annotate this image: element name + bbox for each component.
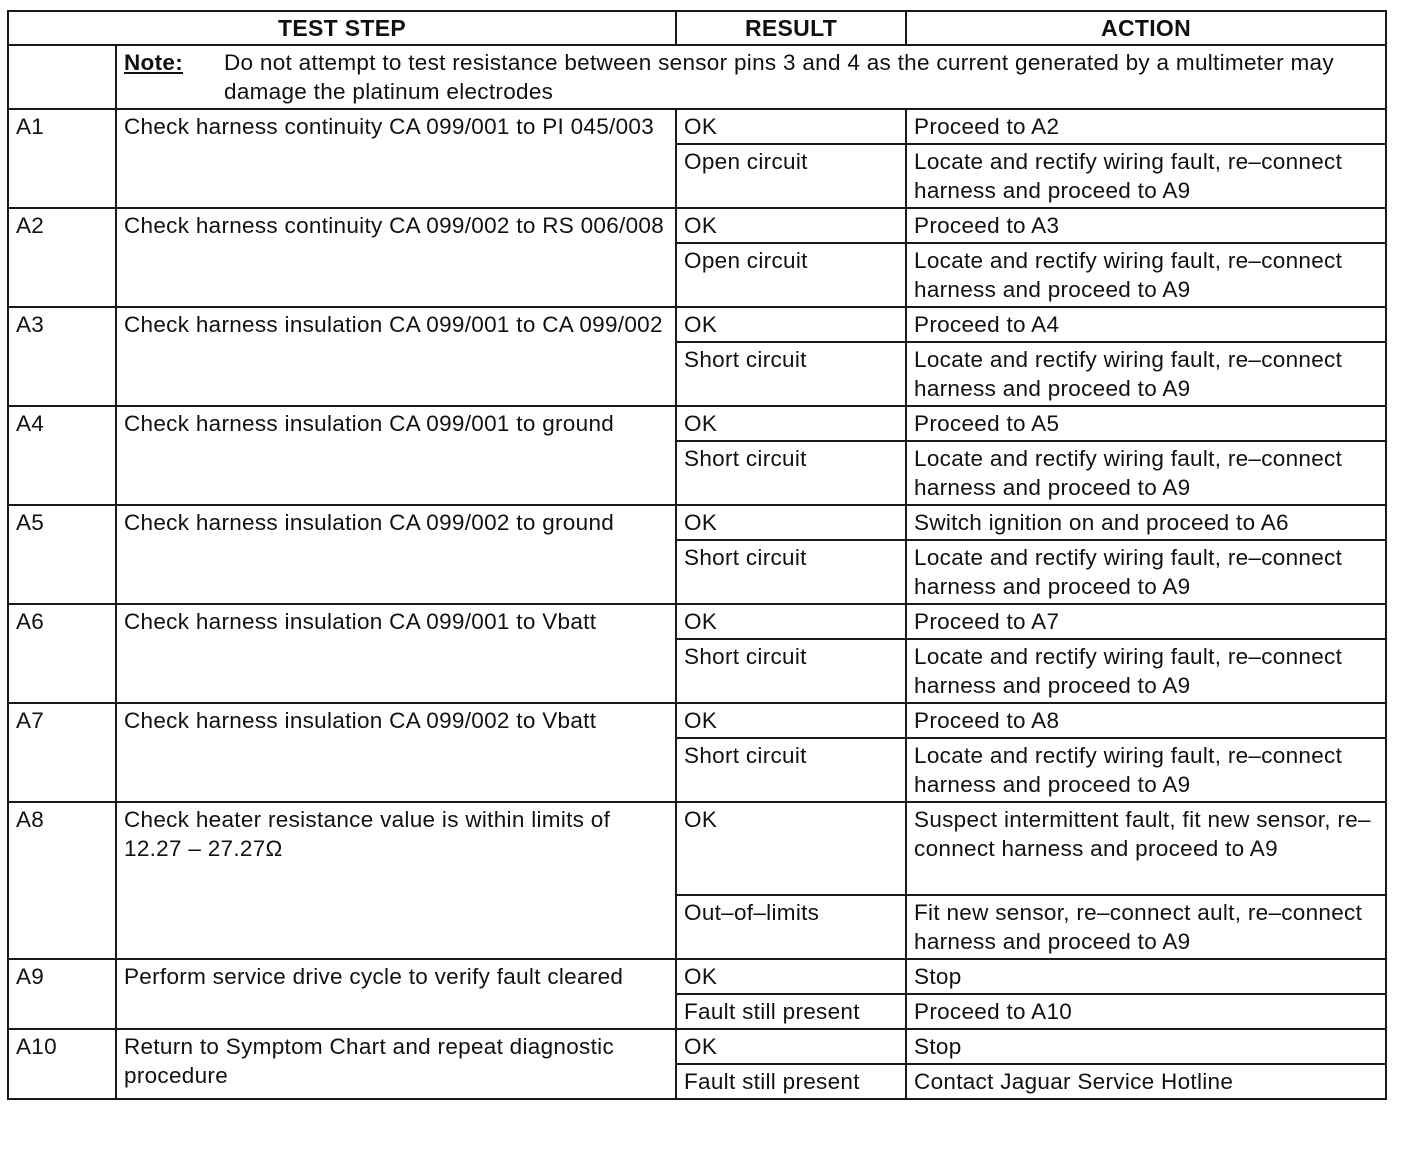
result-cell: Short circuit	[676, 639, 906, 703]
table-row	[8, 208, 1386, 243]
table-row	[8, 604, 1386, 639]
result-cell: OK	[676, 604, 906, 639]
step-id: A7	[8, 703, 116, 802]
step-description: Check harness insulation CA 099/001 to CA 099/002	[116, 307, 676, 406]
header-row	[8, 11, 1386, 45]
action-cell: Fit new sensor, re–connect ault, re–connect harness and proceed to A9	[906, 895, 1386, 959]
action-cell: Locate and rectify wiring fault, re–connect harness and proceed to A9	[906, 639, 1386, 703]
result-cell: Short circuit	[676, 540, 906, 604]
action-cell: Proceed to A3	[906, 208, 1386, 243]
action-cell: Stop	[906, 1029, 1386, 1064]
result-cell: Out–of–limits	[676, 895, 906, 959]
action-cell: Locate and rectify wiring fault, re–connect harness and proceed to A9	[906, 738, 1386, 802]
result-cell: OK	[676, 406, 906, 441]
result-cell: Short circuit	[676, 342, 906, 406]
action-cell: Locate and rectify wiring fault, re–connect harness and proceed to A9	[906, 144, 1386, 208]
table-row	[8, 802, 1386, 895]
table-row	[8, 1029, 1386, 1064]
result-cell: Short circuit	[676, 441, 906, 505]
result-cell: Fault still present	[676, 994, 906, 1029]
step-description: Check harness insulation CA 099/001 to ground	[116, 406, 676, 505]
step-description: Check harness insulation CA 099/002 to ground	[116, 505, 676, 604]
result-cell: Open circuit	[676, 243, 906, 307]
step-id: A5	[8, 505, 116, 604]
table-row	[8, 307, 1386, 342]
result-cell: OK	[676, 802, 906, 895]
action-cell: Proceed to A10	[906, 994, 1386, 1029]
note-spacer-cell	[8, 45, 116, 109]
action-cell: Locate and rectify wiring fault, re–connect harness and proceed to A9	[906, 342, 1386, 406]
table-row	[8, 959, 1386, 994]
step-id: A9	[8, 959, 116, 1029]
result-cell: OK	[676, 703, 906, 738]
table-row	[8, 505, 1386, 540]
header-test-step: TEST STEP	[8, 11, 676, 45]
action-cell: Proceed to A7	[906, 604, 1386, 639]
result-cell: OK	[676, 109, 906, 144]
note-cell	[116, 45, 1386, 109]
action-cell: Proceed to A8	[906, 703, 1386, 738]
step-id: A3	[8, 307, 116, 406]
step-description: Check harness continuity CA 099/001 to PI 045/003	[116, 109, 676, 208]
note-label: Note:	[124, 50, 183, 75]
step-id: A10	[8, 1029, 116, 1099]
result-cell: Open circuit	[676, 144, 906, 208]
action-cell: Locate and rectify wiring fault, re–connect harness and proceed to A9	[906, 243, 1386, 307]
table-row	[8, 109, 1386, 144]
result-cell: OK	[676, 307, 906, 342]
result-cell: OK	[676, 1029, 906, 1064]
result-cell: OK	[676, 505, 906, 540]
step-description: Check harness insulation CA 099/001 to Vbatt	[116, 604, 676, 703]
header-action: ACTION	[906, 11, 1386, 45]
note-text: Do not attempt to test resistance between sensor pins 3 and 4 as the current generated by a multimeter may damage the platinum electrodes	[224, 50, 1334, 104]
note-row	[8, 45, 1386, 109]
result-cell: OK	[676, 208, 906, 243]
step-id: A2	[8, 208, 116, 307]
result-cell: OK	[676, 959, 906, 994]
step-description: Return to Symptom Chart and repeat diagnostic procedure	[116, 1029, 676, 1099]
action-cell: Contact Jaguar Service Hotline	[906, 1064, 1386, 1099]
result-cell: Fault still present	[676, 1064, 906, 1099]
action-cell: Suspect intermittent fault, fit new sensor, re–connect harness and proceed to A9	[906, 802, 1386, 895]
action-cell: Proceed to A2	[906, 109, 1386, 144]
table-row	[8, 406, 1386, 441]
result-cell: Short circuit	[676, 738, 906, 802]
action-cell: Switch ignition on and proceed to A6	[906, 505, 1386, 540]
step-description: Check harness continuity CA 099/002 to RS 006/008	[116, 208, 676, 307]
step-id: A4	[8, 406, 116, 505]
action-cell: Stop	[906, 959, 1386, 994]
table-row	[8, 703, 1386, 738]
step-description: Check harness insulation CA 099/002 to Vbatt	[116, 703, 676, 802]
action-cell: Proceed to A5	[906, 406, 1386, 441]
step-description: Check heater resistance value is within limits of 12.27 – 27.27Ω	[116, 802, 676, 959]
action-cell: Proceed to A4	[906, 307, 1386, 342]
action-cell: Locate and rectify wiring fault, re–connect harness and proceed to A9	[906, 441, 1386, 505]
step-id: A1	[8, 109, 116, 208]
step-id: A6	[8, 604, 116, 703]
header-result: RESULT	[676, 11, 906, 45]
diagnostic-table	[7, 10, 1387, 1100]
step-id: A8	[8, 802, 116, 959]
action-cell: Locate and rectify wiring fault, re–connect harness and proceed to A9	[906, 540, 1386, 604]
step-description: Perform service drive cycle to verify fault cleared	[116, 959, 676, 1029]
